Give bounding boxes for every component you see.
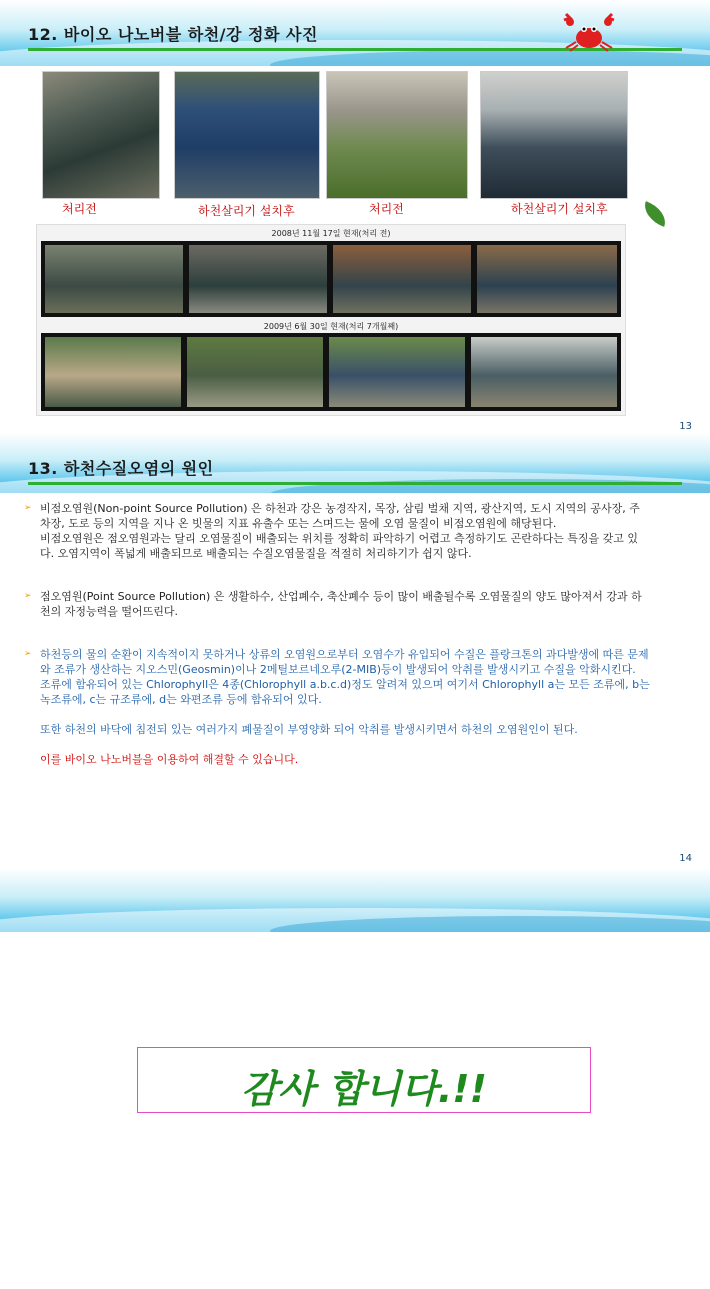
strip-bottom bbox=[41, 333, 621, 411]
slide-12 bbox=[0, 0, 710, 433]
slide-title: 13. 하천수질오염의 원인 bbox=[28, 459, 214, 478]
body-text bbox=[24, 501, 650, 767]
bullet-arrow-icon: ➢ bbox=[24, 649, 32, 659]
slide-13 bbox=[0, 433, 710, 868]
strip-photo-3 bbox=[333, 245, 471, 313]
header-band bbox=[0, 868, 710, 932]
thanks-box bbox=[137, 1047, 591, 1113]
paragraph-nonpoint: ➢ 비점오염원(Non-point Source Pollution) 은 하천과 강은 농경작지, 목장, 삼림 벌채 지역, 광산지역, 도시 지역의 공사장, 주차장, 도로 등의 지역을 지나 온 빗물의 지표 유출수 또는 스며드는 물에 오염 물질이 비점오염원에 해당된다. 비점오염원은 점오염원과는 달리 오염물질이 배출되는 위치를 정확히 파악하기 어렵고 측정하기도 곤란하다는 특징을 갖고 있다. 오염지역이 폭넓게 배출되므로 배출되는 수질오염물질을 적절히 처리하기가 쉽지 않다. bbox=[24, 502, 640, 560]
photo-river-before-1 bbox=[42, 71, 160, 199]
banner-top: 2008년 11월 17일 현재(처리 전) bbox=[271, 229, 391, 238]
slide-title: 12. 바이오 나노버블 하천/강 정화 사진 bbox=[28, 25, 318, 44]
strip-photo-5 bbox=[45, 337, 181, 407]
comparison-panel bbox=[36, 224, 626, 416]
strip-photo-6 bbox=[187, 337, 323, 407]
leaf-icon bbox=[640, 201, 671, 227]
paragraph-circulation: ➢ 하천등의 물의 순환이 지속적이지 못하거나 상류의 오염원으로부터 오염수가 유입되어 수질은 플랑크톤의 과다발생에 따른 문제와 조류가 생산하는 지오스민(Geosmin)이나 2메틸보르네오루(2-MIB)등이 발생되어 악취를 발생시키고 수질을 악화시킨다. 조류에 함유되어 있는 Chlorophyll은 4종(Chlorophyll a.b.c.d)정도 알려져 있으며 여기서 Chlorophyll a는 모든 조류에, b는 녹조류에, c는 규조류에, d는 와편조류 등에 함유되어 있다. 또한 하천의 바닥에 침전되 있는 여러가지 폐물질이 부영양화 되어 악취를 발생시키면서 하천의 오염원인이 된다. 이를 바이오 나노버블을 이용하여 해결할 수 있습니다. bbox=[24, 648, 650, 766]
strip-top bbox=[41, 241, 621, 317]
banner-bottom: 2009년 6월 30일 현재(처리 7개월째) bbox=[263, 322, 399, 331]
caption-after-1: 하천살리기 설치후 bbox=[198, 204, 295, 218]
strip-photo-4 bbox=[477, 245, 617, 313]
strip-photo-2 bbox=[189, 245, 327, 313]
solution-text: 이를 바이오 나노버블을 이용하여 해결할 수 있습니다. bbox=[40, 753, 299, 766]
page-number: 13 bbox=[679, 421, 692, 432]
thanks-text: 감사 합니다.!! bbox=[241, 1067, 487, 1111]
bullet-arrow-icon: ➢ bbox=[24, 503, 32, 513]
strip-photo-8 bbox=[471, 337, 617, 407]
crab-icon bbox=[562, 12, 616, 52]
photo-river-after-1 bbox=[174, 71, 320, 199]
bullet-arrow-icon: ➢ bbox=[24, 591, 32, 601]
caption-after-2: 하천살리기 설치후 bbox=[511, 202, 608, 216]
strip-photo-1 bbox=[45, 245, 183, 313]
page-number: 14 bbox=[679, 853, 692, 864]
caption-before-1: 처리전 bbox=[62, 202, 97, 216]
paragraph-point: ➢ 점오염원(Point Source Pollution) 은 생활하수, 산업폐수, 축산폐수 등이 많이 배출될수록 오염물질의 양도 많아져서 강과 하천의 자정능력을 떨어뜨린다. bbox=[24, 590, 642, 618]
title-underline bbox=[28, 482, 682, 485]
photo-weir-after bbox=[480, 71, 628, 199]
caption-before-2: 처리전 bbox=[369, 202, 404, 216]
photo-weir-before bbox=[326, 71, 468, 199]
strip-photo-7 bbox=[329, 337, 465, 407]
